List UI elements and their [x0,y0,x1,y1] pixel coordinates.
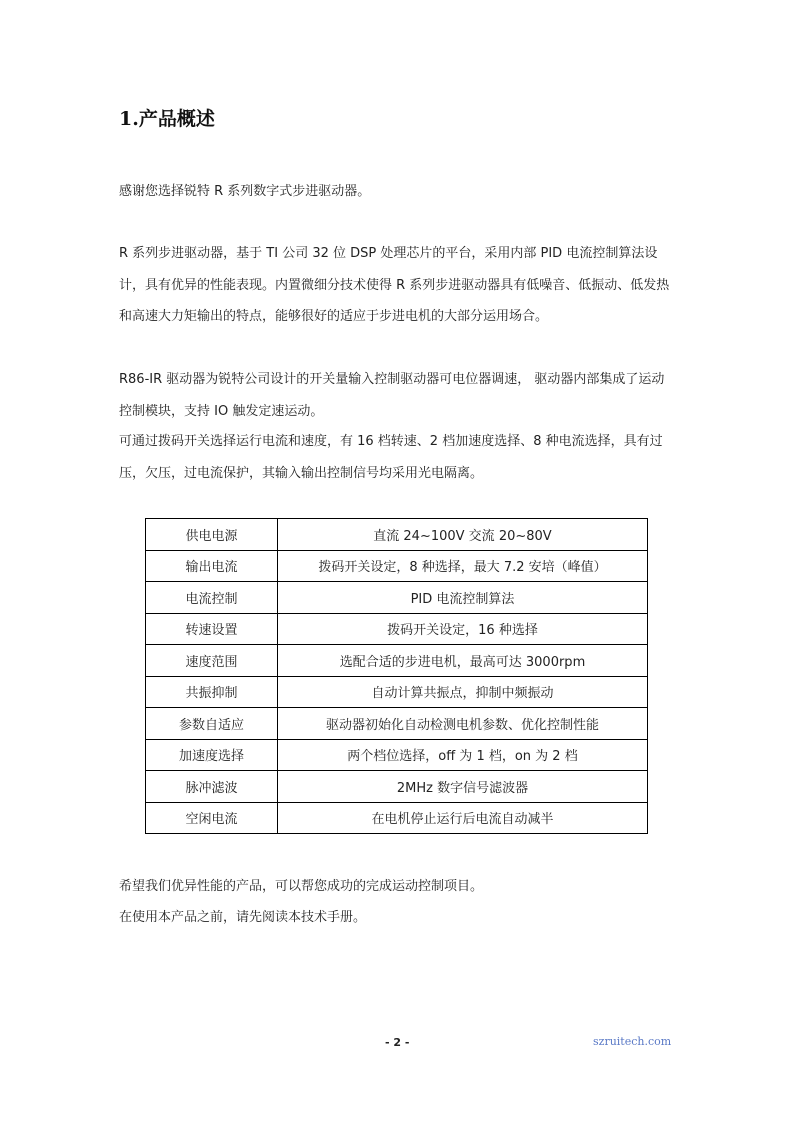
paragraph-overview: R 系列步进驱动器，基于 TI 公司 32 位 DSP 处理芯片的平台，采用内部 PID 电流控制算法设计，具有优异的性能表现。内置微细分技术使得 R 系列步进驱动器具有低噪音、低振动、低发热和高速大力矩输出的特点，能够很好的适应于步进电机的大部分运用场合。 [119,246,670,324]
table-row [146,582,648,614]
spec-key: 电流控制 [146,582,278,614]
table-row [146,708,648,740]
table-row [146,802,648,834]
spec-key: 加速度选择 [146,739,278,771]
spec-value: 直流 24~100V 交流 20~80V [278,519,648,551]
paragraph-read-manual: 在使用本产品之前，请先阅读本技术手册。 [119,910,367,925]
spec-value: 驱动器初始化自动检测电机参数、优化控制性能 [278,708,648,740]
spec-value: PID 电流控制算法 [278,582,648,614]
spec-key: 转速设置 [146,613,278,645]
spec-value: 拨码开关设定，8 种选择，最大 7.2 安培（峰值） [278,550,648,582]
spec-key: 输出电流 [146,550,278,582]
table-row [146,771,648,803]
spec-value: 自动计算共振点，抑制中频振动 [278,676,648,708]
spec-key: 空闲电流 [146,802,278,834]
spec-key: 速度范围 [146,645,278,677]
table-row [146,519,648,551]
table-row [146,613,648,645]
paragraph-thanks: 感谢您选择锐特 R 系列数字式步进驱动器。 [119,184,371,199]
table-row [146,550,648,582]
spec-key: 参数自适应 [146,708,278,740]
spec-key: 供电电源 [146,519,278,551]
footer-website[interactable]: szruitech.com [593,1035,672,1048]
table-row [146,739,648,771]
paragraph-closing: 希望我们优异性能的产品，可以帮您成功的完成运动控制项目。 [119,879,484,894]
spec-value: 两个档位选择，off 为 1 档，on 为 2 档 [278,739,648,771]
spec-value: 在电机停止运行后电流自动减半 [278,802,648,834]
spec-key: 共振抑制 [146,676,278,708]
spec-value: 2MHz 数字信号滤波器 [278,771,648,803]
spec-key: 脉冲滤波 [146,771,278,803]
spec-table [145,518,648,834]
table-row [146,645,648,677]
page-number: - 2 - [385,1036,410,1049]
spec-value: 选配合适的步进电机，最高可达 3000rpm [278,645,648,677]
spec-value: 拨码开关设定，16 种选择 [278,613,648,645]
section-heading: 1.产品概述 [119,108,215,130]
paragraph-r86ir: R86-IR 驱动器为锐特公司设计的开关量输入控制驱动器可电位器调速， 驱动器内部集成了运动控制模块，支持 IO 触发定速运动。 [119,372,665,419]
paragraph-dip-switch: 可通过拨码开关选择运行电流和速度，有 16 档转速、2 档加速度选择、8 种电流选择，具有过压，欠压，过电流保护，其输入输出控制信号均采用光电隔离。 [119,434,663,481]
table-row [146,676,648,708]
